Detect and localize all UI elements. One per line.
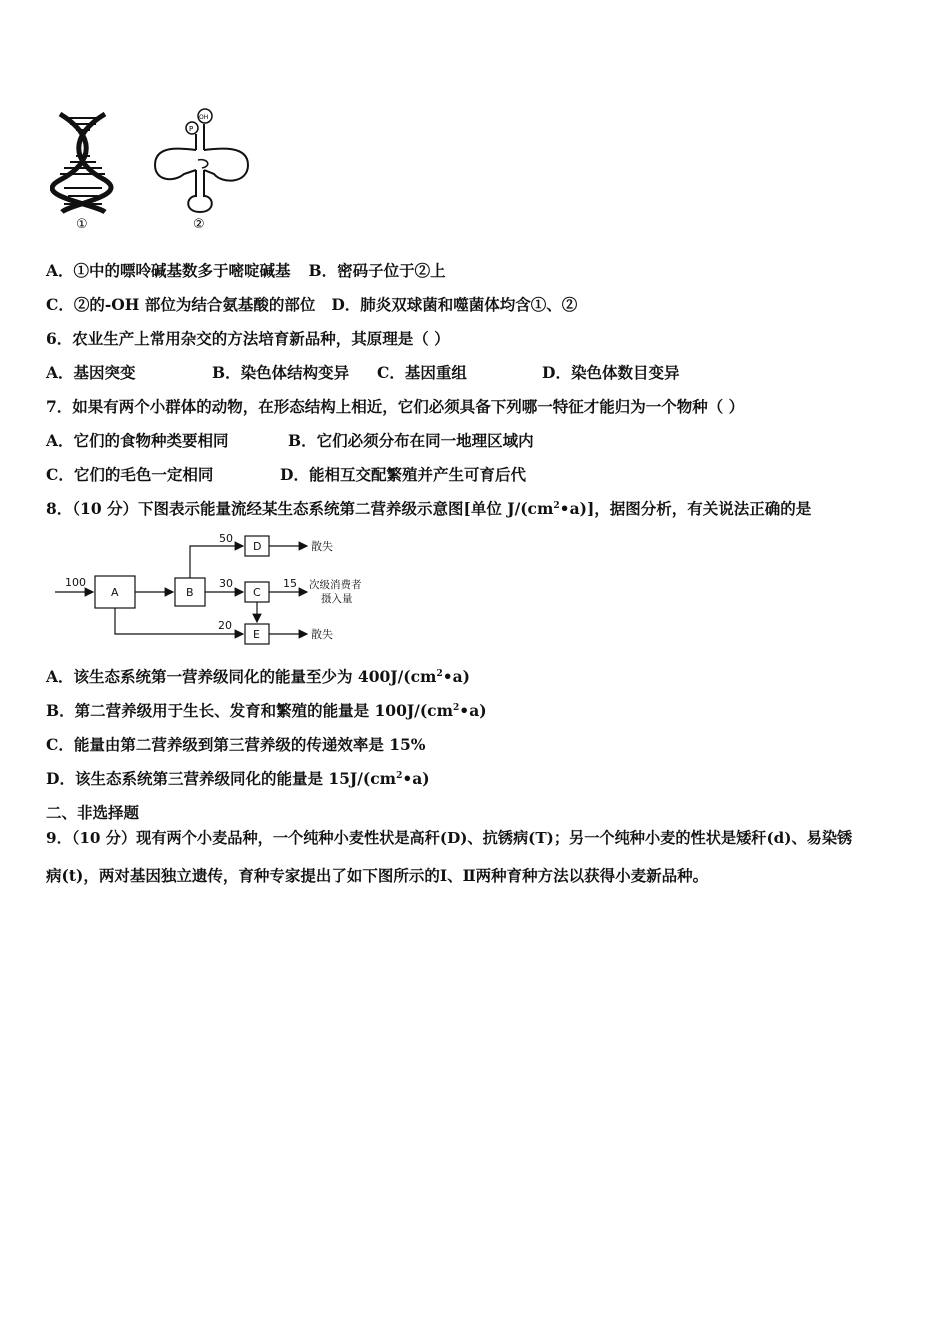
- q5-option-b[interactable]: B．密码子位于②上: [308, 261, 446, 280]
- q6-option-c[interactable]: C．基因重组: [377, 363, 467, 382]
- input-value: 100: [65, 576, 86, 589]
- box-b-label: B: [186, 586, 194, 599]
- q5-option-a[interactable]: A．①中的嘌呤碱基数多于嘧啶碱基: [46, 261, 291, 280]
- trna-oh-label: OH: [199, 114, 209, 121]
- q7-option-d[interactable]: D．能相互交配繁殖并产生可育后代: [280, 465, 526, 484]
- box-c-label: C: [253, 586, 261, 599]
- q9-line-1: 9．（10 分）现有两个小麦品种，一个纯种小麦性状是高秆(D)、抗锈病(T)；另一个纯种小麦的性状是矮秆(d)、易染锈: [46, 829, 853, 847]
- q7-option-b[interactable]: B．它们必须分布在同一地理区域内: [288, 431, 534, 450]
- q8-stem: 8．（10 分）下图表示能量流经某生态系统第二营养级示意图[单位 $J/(cm^2•a)$]，据图分析，有关说法正确的是: [46, 499, 812, 518]
- box-e-label: E: [253, 628, 260, 641]
- q7-option-c[interactable]: C．它们的毛色一定相同: [46, 465, 214, 484]
- c-out-label-1: 次级消费者: [309, 579, 362, 591]
- trna-p-label: P: [189, 125, 194, 133]
- q6-options: [46, 363, 679, 383]
- d-out-label: 散失: [311, 540, 333, 553]
- bc-value: 30: [219, 577, 233, 590]
- c-out-label-2: 摄入量: [321, 593, 353, 605]
- q6-stem: 6．农业生产上常用杂交的方法培育新品种，其原理是（ ）: [46, 329, 450, 348]
- q9-line-2: 病(t)，两对基因独立遗传，育种专家提出了如下图所示的Ⅰ、Ⅱ两种育种方法以获得小麦新品种。: [46, 866, 709, 885]
- q8-option-b[interactable]: B．第二营养级用于生长、发育和繁殖的能量是 $100J/(cm^2•a)$: [46, 701, 487, 720]
- box-d-label: D: [253, 540, 262, 553]
- section-heading: 二、非选择题: [46, 803, 140, 822]
- q5-row-1: [46, 261, 446, 281]
- box-a-label: A: [111, 586, 119, 599]
- q5-row-2: [46, 295, 577, 315]
- q6-option-b[interactable]: B．染色体结构变异: [212, 363, 350, 382]
- q6-option-a[interactable]: A．基因突变: [46, 363, 136, 382]
- energy-flow-diagram: [55, 530, 375, 648]
- q5-option-c[interactable]: C．②的-OH 部位为结合氨基酸的部位: [46, 295, 316, 314]
- q7-option-a[interactable]: A．它们的食物种类要相同: [46, 431, 229, 450]
- q8-option-a[interactable]: A．该生态系统第一营养级同化的能量至少为 $400J/(cm^2•a)$: [46, 667, 471, 686]
- q8-option-c[interactable]: C．能量由第二营养级到第三营养级的传递效率是 15%: [46, 735, 426, 754]
- trna-diagram: [155, 109, 248, 212]
- bd-value: 50: [219, 532, 233, 545]
- q7-stem: 7．如果有两个小群体的动物，在形态结构上相近，它们必须具备下列哪一特征才能归为一个物种（ ）: [46, 397, 745, 416]
- dna-helix-diagram: [52, 114, 111, 212]
- q8-option-d[interactable]: D．该生态系统第三营养级同化的能量是 $15J/(cm^2•a)$: [46, 769, 430, 788]
- q7-row-2: [46, 465, 526, 485]
- figure-label-1: ①: [76, 217, 88, 232]
- q6-option-d[interactable]: D．染色体数目变异: [542, 363, 680, 382]
- cout-value: 15: [283, 577, 297, 590]
- e-out-label: 散失: [311, 628, 333, 641]
- ae-value: 20: [218, 619, 232, 632]
- figure-label-2: ②: [193, 217, 205, 232]
- q7-row-1: [46, 431, 534, 451]
- dna-trna-figure: [50, 100, 260, 232]
- q5-option-d[interactable]: D．肺炎双球菌和噬菌体均含①、②: [331, 295, 578, 314]
